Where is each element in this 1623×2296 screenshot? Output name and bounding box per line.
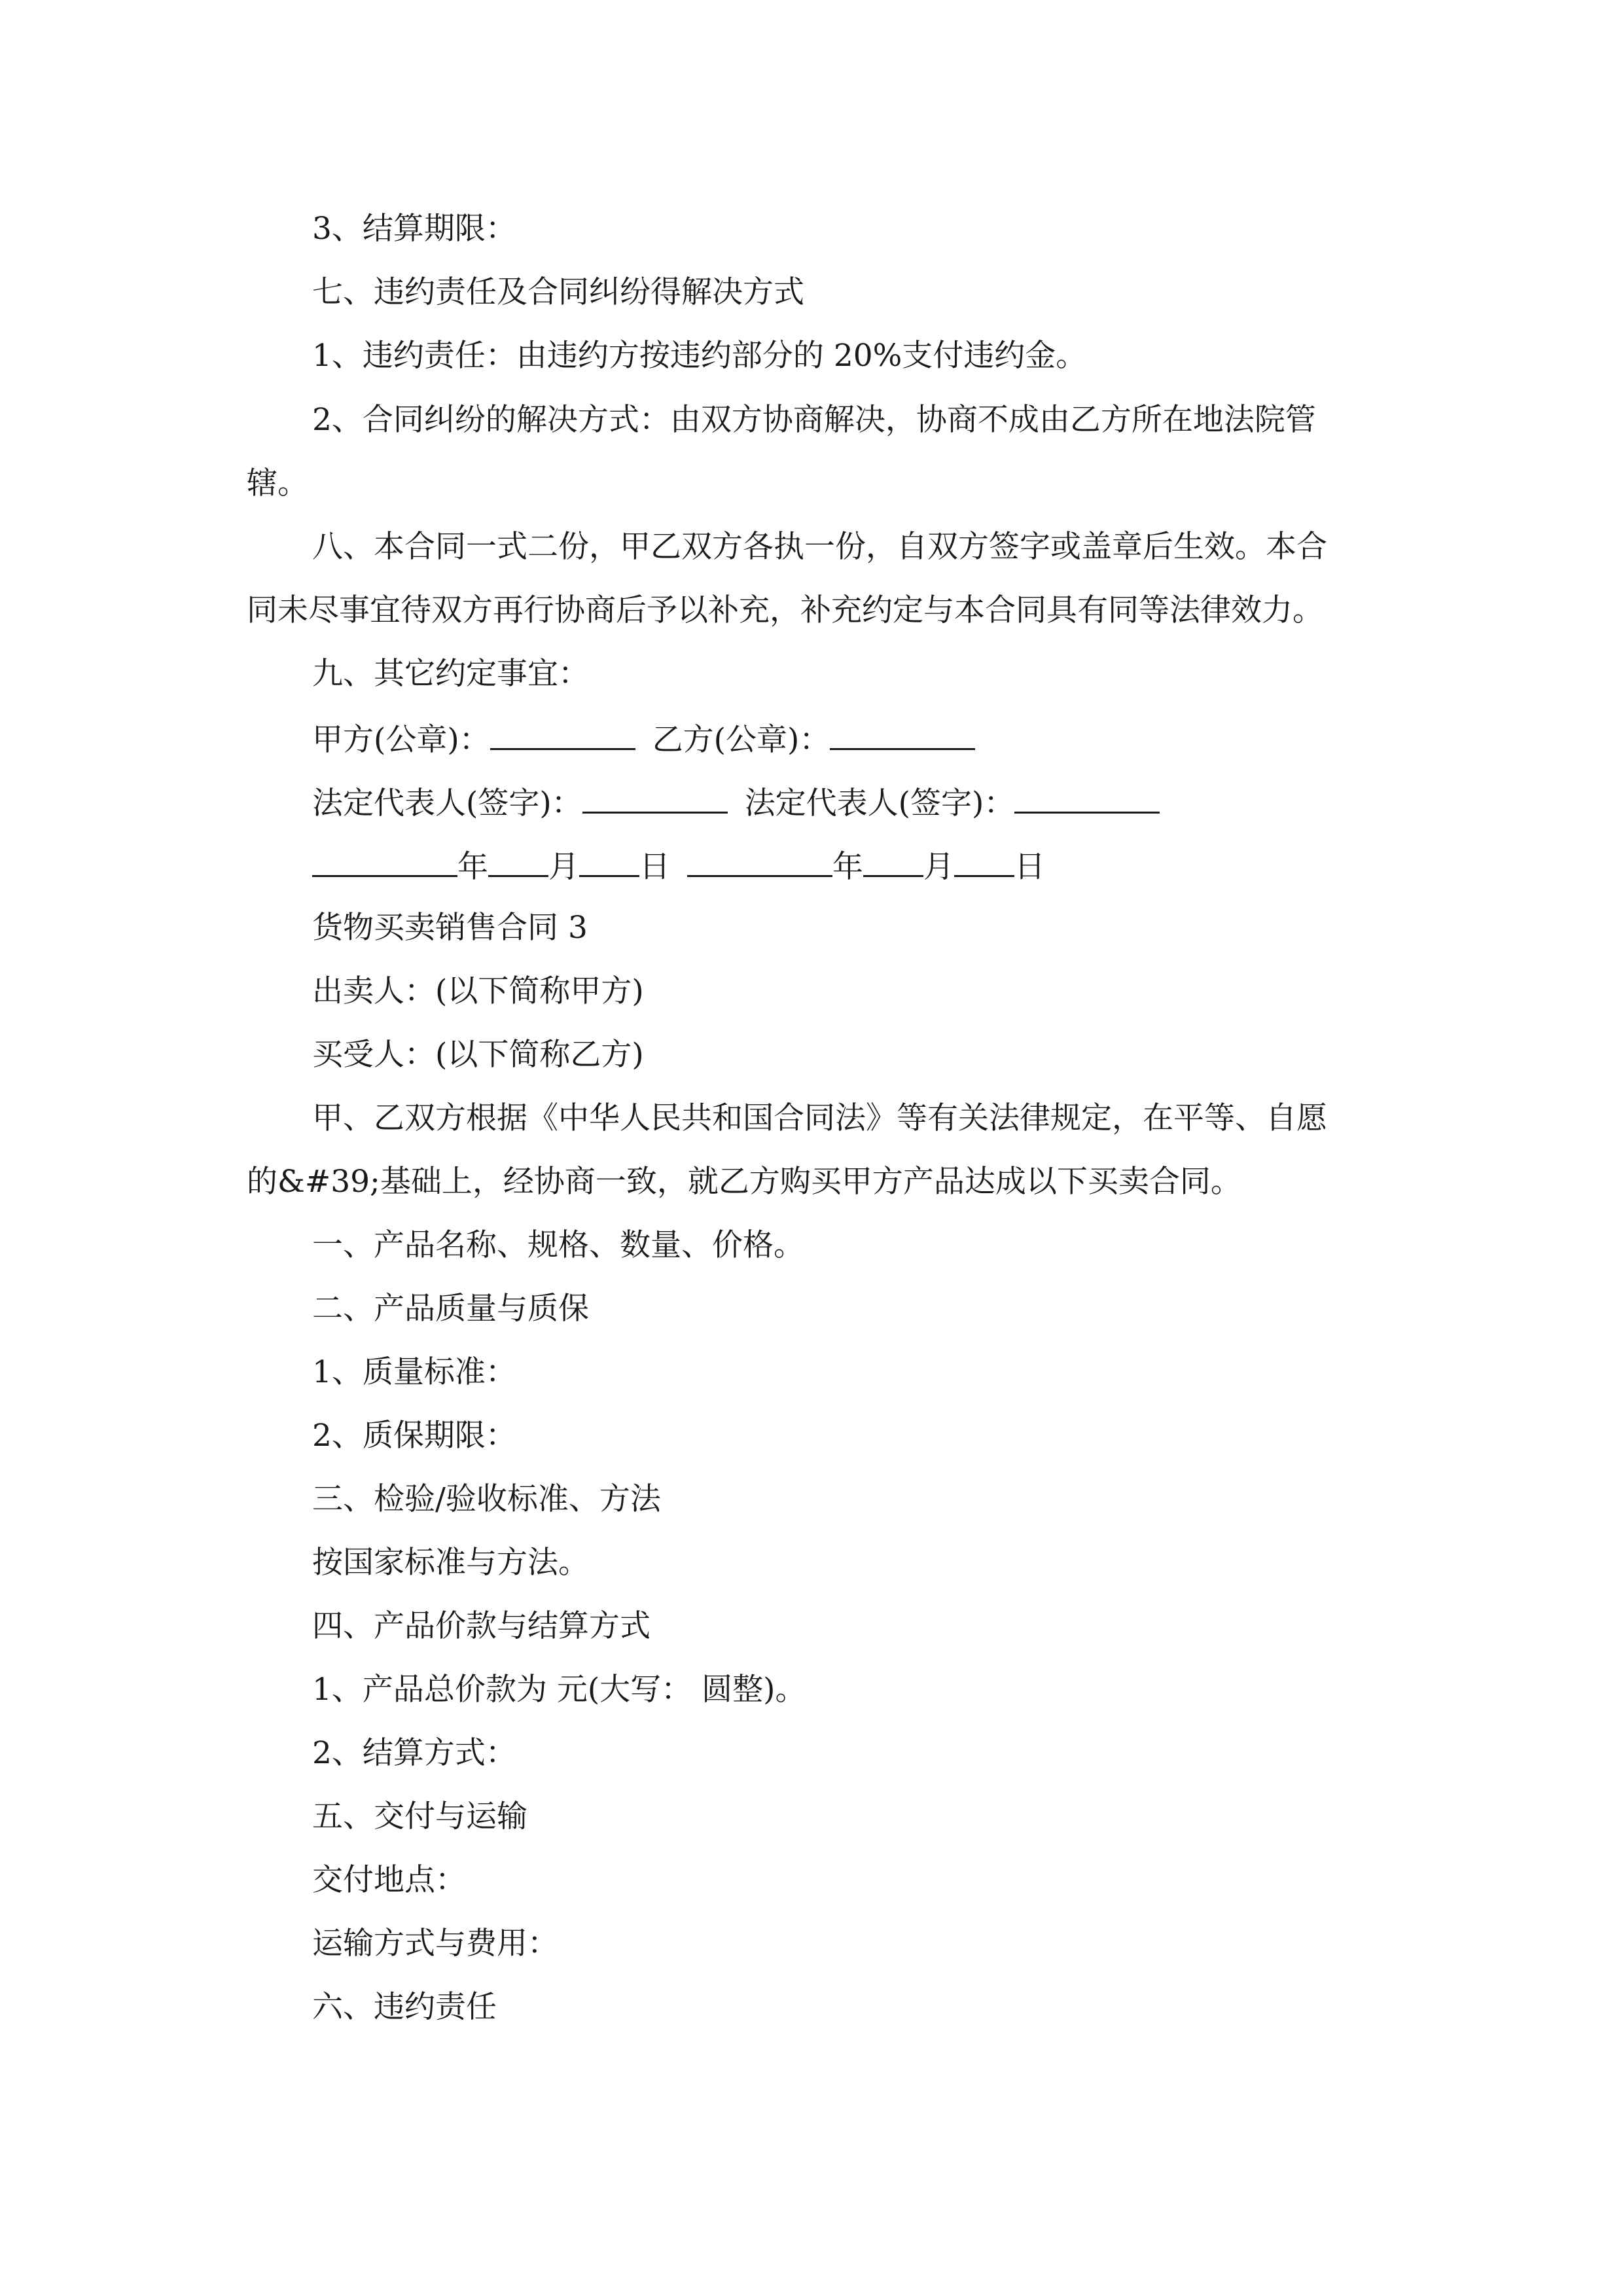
date-b-month-label: 月	[923, 849, 954, 885]
rep-b-blank	[1014, 781, 1160, 814]
heading-section-9: 九、其它约定事宜：	[312, 656, 589, 692]
paragraph-preamble-1: 甲、乙双方根据《中华人民共和国合同法》等有关法律规定，在平等、自愿	[312, 1100, 1327, 1136]
paragraph-buyer: 买受人：(以下简称乙方)	[312, 1037, 644, 1073]
date-a-day-blank	[579, 845, 639, 877]
date-b-year-label: 年	[832, 849, 863, 885]
date-a-year-blank	[312, 845, 457, 877]
signature-seal-row	[312, 718, 975, 757]
paragraph-preamble-2: 的&#39;基础上，经协商一致，就乙方购买甲方产品达成以下买卖合同。	[247, 1164, 1241, 1200]
signature-rep-row	[312, 781, 1160, 821]
paragraph-quality-standard: 1、质量标准：	[312, 1354, 516, 1390]
party-b-seal-blank	[830, 718, 975, 750]
contract-title: 货物买卖销售合同 3	[312, 910, 588, 946]
date-b-day-blank	[954, 845, 1014, 877]
paragraph-inspection-method: 按国家标准与方法。	[312, 1545, 589, 1581]
paragraph-section-8-2: 同未尽事宜待双方再行协商后予以补充，补充约定与本合同具有同等法律效力。	[247, 592, 1323, 628]
rep-b-label: 法定代表人(签字)：	[744, 785, 1015, 821]
heading-section-3: 三、检验/验收标准、方法	[312, 1481, 661, 1517]
heading-section-1: 一、产品名称、规格、数量、价格。	[312, 1227, 804, 1263]
paragraph-warranty-period: 2、质保期限：	[312, 1418, 516, 1454]
paragraph-dispute-1: 2、合同纠纷的解决方式：由双方协商解决，协商不成由乙方所在地法院管	[312, 402, 1316, 438]
heading-section-2: 二、产品质量与质保	[312, 1291, 589, 1327]
date-a-day-label: 日	[639, 849, 670, 885]
paragraph-dispute-2: 辖。	[247, 465, 308, 501]
party-b-seal-label: 乙方(公章)：	[652, 722, 830, 758]
heading-section-4: 四、产品价款与结算方式	[312, 1608, 651, 1644]
paragraph-delivery-place: 交付地点：	[312, 1862, 466, 1898]
heading-section-6: 六、违约责任	[312, 1989, 497, 2025]
date-b-month-blank	[863, 845, 923, 877]
paragraph-liability: 1、违约责任：由违约方按违约部分的 20%支付违约金。	[312, 338, 1087, 374]
paragraph-total-price: 1、产品总价款为 元(大写： 圆整)。	[312, 1672, 806, 1708]
date-b-year-blank	[687, 845, 832, 877]
party-a-seal-blank	[490, 718, 635, 750]
date-a-month-label: 月	[548, 849, 579, 885]
date-b-day-label: 日	[1014, 849, 1045, 885]
rep-a-blank	[582, 781, 728, 814]
paragraph-settlement-period: 3、结算期限：	[312, 211, 516, 247]
paragraph-section-8-1: 八、本合同一式二份，甲乙双方各执一份，自双方签字或盖章后生效。本合	[312, 529, 1327, 565]
paragraph-settlement-method: 2、结算方式：	[312, 1735, 516, 1771]
heading-section-5: 五、交付与运输	[312, 1799, 527, 1835]
heading-section-7: 七、违约责任及合同纠纷得解决方式	[312, 274, 804, 310]
paragraph-transport: 运输方式与费用：	[312, 1926, 558, 1962]
date-a-month-blank	[488, 845, 548, 877]
signature-date-row	[312, 845, 1045, 884]
rep-a-label: 法定代表人(签字)：	[312, 785, 582, 821]
paragraph-seller: 出卖人：(以下简称甲方)	[312, 973, 644, 1009]
date-a-year-label: 年	[457, 849, 488, 885]
party-a-seal-label: 甲方(公章)：	[312, 722, 490, 758]
